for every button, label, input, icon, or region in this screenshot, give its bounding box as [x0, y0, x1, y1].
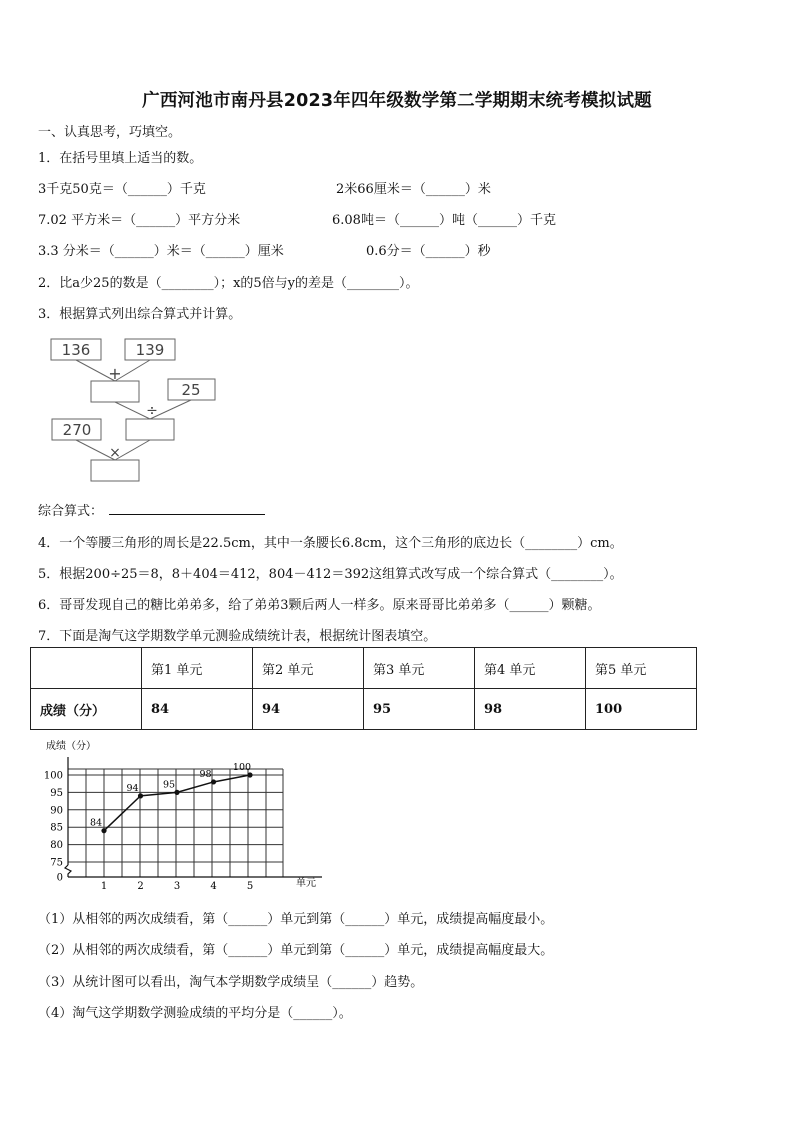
score-line-chart [30, 735, 330, 895]
y-tick-label: 80 [50, 840, 63, 852]
table-cell: 84 [142, 689, 253, 730]
table-header-cell: 第3 单元 [364, 648, 475, 689]
question-2: 2．比a少25的数是（________）；x的5倍与y的差是（________）。 [38, 276, 419, 291]
calculation-diagram [40, 335, 220, 485]
y-tick-label: 75 [50, 857, 63, 869]
q1-item-6: 0.6分＝（______）秒 [366, 244, 491, 259]
times-operator: × [109, 445, 121, 461]
question-3-stem: 3．根据算式列出综合算式并计算。 [38, 307, 242, 322]
plus-operator: + [108, 364, 122, 383]
data-point [101, 828, 106, 833]
x-tick-label: 2 [137, 881, 144, 892]
table-header-cell [31, 648, 142, 689]
q1-item-4: 6.08吨＝（______）吨（______）千克 [332, 213, 556, 228]
data-point [211, 779, 216, 784]
question-7-stem: 7．下面是淘气这学期数学单元测验成绩统计表，根据统计图表填空。 [38, 629, 437, 644]
question-1-stem: 1．在括号里填上适当的数。 [38, 151, 203, 166]
x-tick-label: 1 [100, 881, 108, 892]
chart-ticks [43, 768, 254, 893]
data-label: 84 [89, 817, 103, 829]
data-label: 98 [199, 768, 212, 780]
data-point [174, 790, 179, 795]
x-tick-label: 3 [173, 881, 181, 892]
table-header-cell: 第5 单元 [586, 648, 697, 689]
scores-table [30, 647, 697, 730]
number-25: 25 [181, 381, 201, 399]
data-label: 100 [232, 762, 252, 773]
divide-operator: ÷ [146, 403, 158, 419]
q1-item-5: 3.3 分米＝（______）米＝（______）厘米 [38, 244, 284, 259]
x-tick-label: 5 [246, 881, 254, 892]
chart-series [90, 762, 253, 833]
table-header-cell: 第1 单元 [142, 648, 253, 689]
q1-item-1: 3千克50克＝（______）千克 [38, 182, 206, 197]
table-header-row [31, 648, 697, 689]
answer-blank-line[interactable] [109, 504, 265, 515]
y-tick-label: 90 [50, 805, 63, 817]
question-6: 6．哥哥发现自己的糖比弟弟多，给了弟弟3颗后两人一样多。原来哥哥比弟弟多（______）颗糖。 [38, 598, 601, 613]
q1-item-3: 7.02 平方米＝（______）平方分米 [38, 213, 241, 228]
chart-x-axis-label: 单元 [296, 878, 316, 889]
answer-label [38, 500, 265, 519]
table-cell: 98 [475, 689, 586, 730]
table-cell: 100 [586, 689, 697, 730]
question-7-sub-3: （3）从统计图可以看出，淘气本学期数学成绩呈（______）趋势。 [38, 975, 424, 990]
axis-break-mark [65, 865, 71, 877]
data-point [247, 772, 252, 777]
section-heading: 一、认真思考，巧填空。 [38, 125, 182, 140]
table-row [31, 689, 697, 730]
question-7-sub-1: （1）从相邻的两次成绩看，第（______）单元到第（______）单元，成绩提高幅度最小。 [38, 912, 554, 927]
table-row-label: 成绩（分） [31, 689, 142, 730]
x-tick-label: 4 [210, 881, 217, 892]
y-tick-label: 95 [50, 787, 63, 799]
data-label: 94 [126, 782, 139, 794]
table-cell: 94 [253, 689, 364, 730]
table-header-cell: 第4 单元 [475, 648, 586, 689]
number-136: 136 [61, 341, 91, 359]
chart-y-axis-label: 成绩（分） [46, 741, 96, 752]
question-4: 4．一个等腰三角形的周长是22.5cm，其中一条腰长6.8cm，这个三角形的底边长（________）cm。 [38, 536, 623, 551]
y-tick-label: 100 [43, 770, 63, 782]
q1-item-2: 2米66厘米＝（______）米 [336, 182, 491, 197]
question-7-sub-2: （2）从相邻的两次成绩看，第（______）单元到第（______）单元，成绩提高幅度最大。 [38, 943, 554, 958]
box-sum [91, 381, 139, 402]
table-cell: 95 [364, 689, 475, 730]
y-tick-label: 85 [50, 822, 63, 834]
page-title: 广西河池市南丹县2023年四年级数学第二学期期末统考模拟试题 [142, 91, 652, 111]
data-point [138, 793, 143, 798]
table-header-cell: 第2 单元 [253, 648, 364, 689]
box-product [91, 460, 139, 481]
data-label: 95 [162, 779, 176, 791]
question-5: 5．根据200÷25＝8，8＋404＝412，804－412＝392这组算式改写成一个综合算式（________）。 [38, 567, 623, 582]
answer-label-text: 综合算式： [38, 504, 104, 519]
question-7-sub-4: （4）淘气这学期数学测验成绩的平均分是（______）。 [38, 1006, 352, 1021]
number-139: 139 [135, 341, 165, 359]
y-tick-label: 0 [56, 872, 63, 884]
box-quotient [126, 419, 174, 440]
number-270: 270 [62, 421, 92, 439]
